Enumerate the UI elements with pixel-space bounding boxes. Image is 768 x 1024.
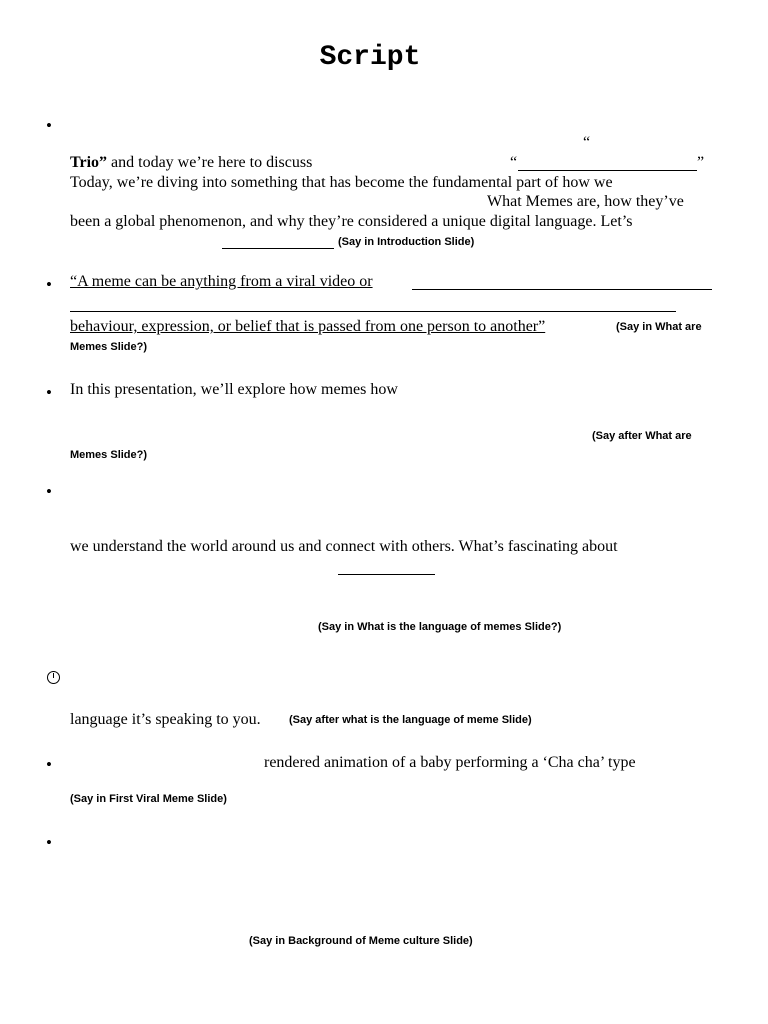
s1-line1 [70, 153, 312, 173]
bullet-6: • [46, 755, 52, 774]
bullet-1: • [46, 116, 52, 135]
bullet-4: • [46, 482, 52, 501]
s3-line1: In this presentation, we’ll explore how memes how [70, 381, 398, 398]
clock-icon [47, 671, 60, 684]
s2-cue-b: Memes Slide?) [70, 341, 148, 353]
s6-line1: rendered animation of a baby performing a ‘Cha cha’ type [264, 754, 636, 771]
bullet-3: • [46, 383, 52, 402]
s4-blank [338, 574, 435, 575]
s1-line4: been a global phenomenon, and why they’re considered a unique digital language. Let’s [70, 213, 633, 230]
s1-line1-rest: and today we’re here to discuss [107, 154, 313, 171]
s1-quote-close: ” [697, 154, 705, 171]
s1-cue: (Say in Introduction Slide) [338, 236, 475, 248]
s6-cue: (Say in First Viral Meme Slide) [70, 793, 227, 805]
page-title: Script [319, 42, 421, 73]
s4-line1: we understand the world around us and connect with others. What’s fascinating about [70, 538, 618, 555]
s3-cue-a: (Say after What are [592, 430, 692, 442]
s4-cue: (Say in What is the language of memes Slide?) [318, 621, 562, 633]
s5-line1: language it’s speaking to you. [70, 711, 261, 728]
bullet-7: • [46, 833, 52, 852]
s1-quote-open: “ [510, 154, 518, 171]
s2-blank-1 [412, 289, 712, 290]
s1-line1-bold: Trio” [70, 154, 108, 171]
s5-cue: (Say after what is the language of meme Slide) [289, 714, 532, 726]
s1-blank-1 [518, 170, 697, 171]
s3-cue-b: Memes Slide?) [70, 449, 148, 461]
s2-line3: behaviour, expression, or belief that is passed from one person to another” [70, 318, 546, 335]
s7-cue: (Say in Background of Meme culture Slide) [249, 935, 473, 947]
bullet-2: • [46, 275, 52, 294]
s2-cue-a: (Say in What are [616, 321, 702, 333]
s2-line1: “A meme can be anything from a viral video or [70, 273, 373, 290]
s1-line2: Today, we’re diving into something that has become the fundamental part of how we [70, 174, 613, 191]
s1-line3: What Memes are, how they’ve [487, 193, 684, 210]
s2-blank-2 [70, 311, 676, 312]
s1-blank-2 [222, 248, 334, 249]
s1-quote-mark: “ [583, 134, 591, 151]
